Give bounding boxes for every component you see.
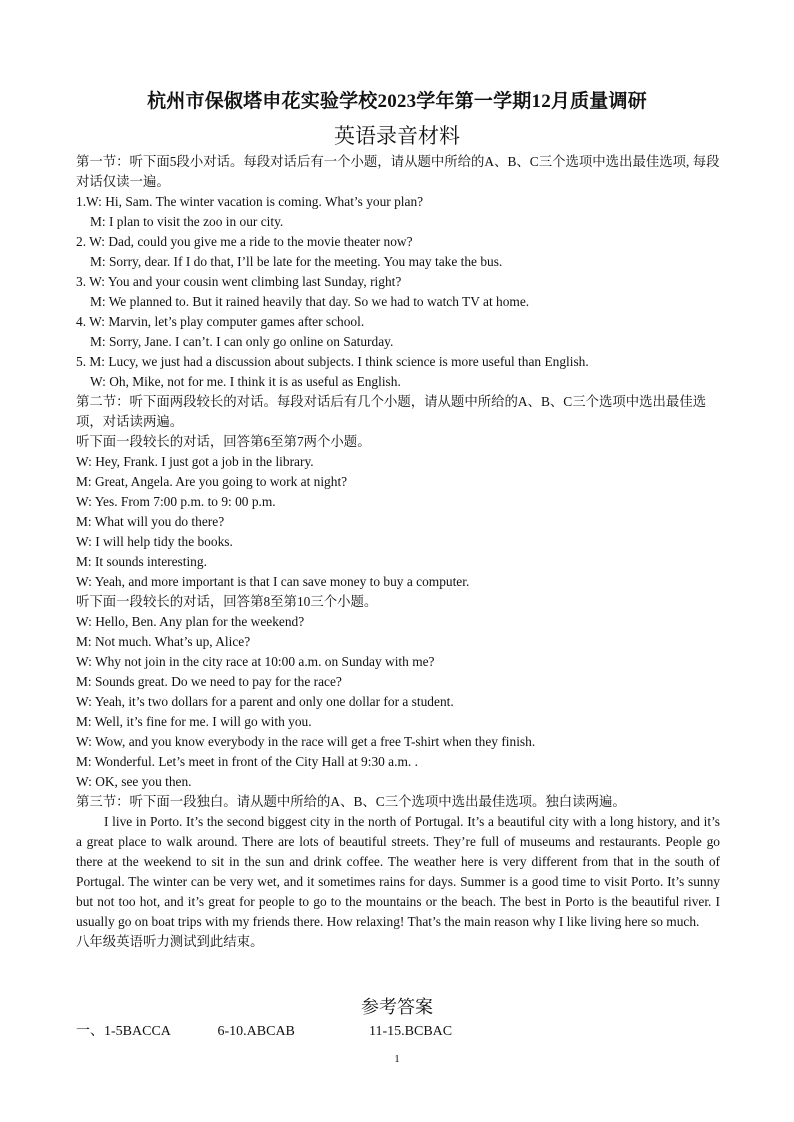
monologue-paragraph: I live in Porto. It’s the second biggest city in the north of Portugal. It’s a beautiful city with a long history, and it’s a great place to walk around. There are lots of beautiful streets. They’re full of museums and restaurants. People go there at the weekend to sit in the sun and drink coffee. The weather here is very different from that in the south of Portugal. The winter can be very wet, and it sometimes rains for days. Summer is a good time to visit Porto. It’s sunny but not too hot, and it’s great for people to go to the mountains or the beach. The best in Porto is the beautiful river. I usually go on boat trips with my friends there. How relaxing! That’s the main reason why I like living here so much. [76,814,720,929]
answer-key [76,1020,452,1040]
dialogue-line: W: Hello, Ben. Any plan for the weekend? [76,614,305,629]
dialogue-line: W: Wow, and you know everybody in the race will get a free T-shirt when they finish. [76,734,536,749]
dialogue-line: 3. W: You and your cousin went climbing last Sunday, right? [76,274,402,289]
section1-instruction: 第一节：听下面5段小对话。每段对话后有一个小题，请从题中所给的A、B、C三个选项中选出最佳选项, 每段对话仅读一遍。 [76,154,720,189]
dialog2-intro: 听下面一段较长的对话，回答第8至第10三个小题。 [76,594,378,609]
section3-instruction: 第三节：听下面一段独白。请从题中所给的A、B、C三个选项中选出最佳选项。独白读两遍。 [76,794,626,809]
dialogue-line: W: I will help tidy the books. [76,534,233,549]
dialogue-line: 2. W: Dad, could you give me a ride to the movie theater now? [76,234,413,249]
dialog1-intro: 听下面一段较长的对话，回答第6至第7两个小题。 [76,434,371,449]
dialogue-line: M: Sounds great. Do we need to pay for the race? [76,674,342,689]
dialogue-line: M: What will you do there? [76,514,225,529]
answer-group-2: 6-10.ABCAB [217,1024,295,1039]
dialogue-line: M: Sorry, dear. If I do that, I’ll be late for the meeting. You may take the bus. [90,254,503,269]
ending-note: 八年级英语听力测试到此结束。 [76,934,264,949]
section2-instruction: 第二节：听下面两段较长的对话。每段对话后有几个小题，请从题中所给的A、B、C三个选项中选出最佳选项，对话读两遍。 [76,394,707,429]
dialogue-line: M: Not much. What’s up, Alice? [76,634,251,649]
answer-group-1: 一、1-5BACCA [76,1024,171,1039]
dialogue-line: 4. W: Marvin, let’s play computer games after school. [76,314,365,329]
dialogue-line: M: It sounds interesting. [76,554,207,569]
answers-title: 参考答案 [361,997,433,1017]
dialogue-line: 5. M: Lucy, we just had a discussion about subjects. I think science is more useful than English. [76,354,589,369]
dialogue-line: M: Well, it’s fine for me. I will go with you. [76,714,312,729]
dialogue-line: M: Sorry, Jane. I can’t. I can only go online on Saturday. [90,334,394,349]
dialogue-line: M: Wonderful. Let’s meet in front of the City Hall at 9:30 a.m. . [76,754,418,769]
dialogue-line: W: Oh, Mike, not for me. I think it is as useful as English. [90,374,401,389]
dialogue-line: W: Why not join in the city race at 10:00 a.m. on Sunday with me? [76,654,435,669]
dialogue-line: W: Yeah, it’s two dollars for a parent and only one dollar for a student. [76,694,454,709]
dialogue-line: 1.W: Hi, Sam. The winter vacation is coming. What’s your plan? [76,194,424,209]
dialogue-line: M: We planned to. But it rained heavily that day. So we had to watch TV at home. [90,294,530,309]
document-subtitle: 英语录音材料 [334,124,460,148]
dialogue-line: M: I plan to visit the zoo in our city. [90,214,284,229]
dialogue-line: W: Hey, Frank. I just got a job in the library. [76,454,314,469]
dialogue-line: W: Yes. From 7:00 p.m. to 9: 00 p.m. [76,494,276,509]
dialogue-line: W: OK, see you then. [76,774,192,789]
dialogue-line: W: Yeah, and more important is that I can save money to buy a computer. [76,574,470,589]
answer-group-3: 11-15.BCBAC [369,1024,453,1039]
document-title: 杭州市保俶塔申花实验学校2023学年第一学期12月质量调研 [147,91,647,112]
transcript-body [76,152,720,952]
dialogue-line: M: Great, Angela. Are you going to work at night? [76,474,348,489]
page-number: 1 [394,1053,400,1065]
